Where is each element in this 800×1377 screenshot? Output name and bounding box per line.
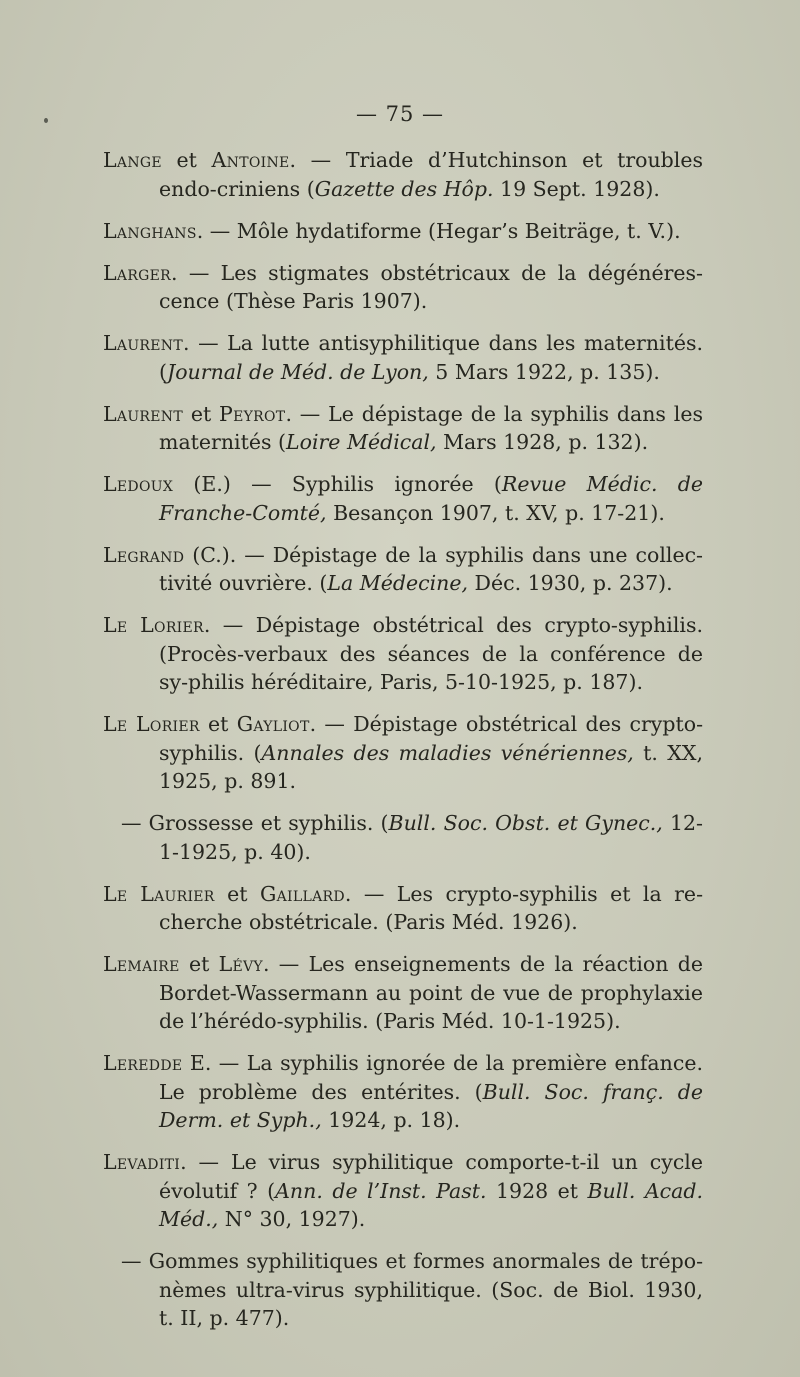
entry-separator: . — [285,401,329,426]
entry-citation: Mars 1928, p. 132). [436,430,649,454]
entry-separator: . — [180,1150,231,1174]
entry-citation: 5 Mars 1922, p. 135). [428,359,660,384]
entry-citation: N° 30, 1927). [218,1207,366,1231]
entry-journal-2: Bull. Acad. Méd., [159,1178,703,1231]
entry-conjunction: et [161,148,212,172]
entry-text: Syphilis ignorée ( [291,472,502,496]
bibliography-entry [103,611,703,697]
bibliography-entry [103,1049,703,1135]
entry-journal: Bull. Soc. Obst. et Gynec., [388,811,663,835]
entry-conjunction: et [199,712,237,736]
entry-coauthor: Peyrot [219,401,286,426]
entry-text: Dépistage obstétrical des crypto-syphilis. ( [159,712,703,765]
bibliography-entry [103,1247,703,1333]
entry-author: Legrand [103,542,185,567]
entry-journal: Loire Médical, [286,430,437,454]
entry-separator: — [121,811,149,835]
entry-text: Grossesse et syphilis. ( [148,811,389,835]
entry-journal: Revue Médic. de Franche-Comté, [159,472,703,525]
entry-citation: Déc. 1930, p. 237). [468,571,673,595]
entry-separator: . — [344,881,397,906]
entry-journal: Annales des maladies vénériennes, [261,740,634,765]
bibliography-entry [103,146,703,203]
entry-author: Levaditi [103,1150,181,1174]
bibliography-entry [103,217,703,246]
entry-separator: (C.). — [184,542,273,567]
entry-author: Laurent [103,331,183,355]
page-number: — 75 — [355,102,445,126]
entry-text: Môle hydatiforme (Hegar’s Beiträge, t. V.). [236,218,681,243]
entry-text: Les enseignements de la réaction de Bordet-Wassermann au point de vue de prophylaxie de l’hérédo-syphilis. (Paris Méd. 10-1-1925). [159,952,703,1033]
entry-separator: . — [289,148,346,172]
bibliography-entry [103,710,703,796]
entry-coauthor: Antoine [211,148,290,172]
entry-coauthor: Gayliot [236,712,310,736]
bibliography-entry [103,470,703,527]
entry-separator: . — [262,952,309,976]
entry-author: Laurent [103,401,183,426]
bibliography-entry [103,541,703,598]
entry-separator: (E.) — [173,472,292,496]
entry-text: Triade d’Hutchinson et troubles endo-criniens ( [159,148,703,201]
entry-text: Les stigmates obstétricaux de la dégénéres-cence (Thèse Paris 1907). [159,260,703,313]
entry-author: Le Lorier [103,712,200,736]
entry-citation: 19 Sept. 1928). [493,176,660,201]
entry-separator: . — [309,712,354,736]
bibliography-entry [103,259,703,316]
entry-citation: Besançon 1907, t. XV, p. 17-21). [326,500,665,525]
entry-journal: Ann. de l’Inst. Past. [275,1178,487,1203]
entry-text: La lutte antisyphilitique dans les maternités. ( [159,331,703,384]
entry-coauthor: Lévy [218,952,263,976]
entry-text: Le dépistage de la syphilis dans les maternités ( [159,401,703,454]
entry-conjunction: et [214,881,260,906]
entry-journal: Journal de Méd. de Lyon, [167,359,429,384]
entry-coauthor: Gaillard [259,881,345,906]
bibliography-entry [103,1148,703,1234]
entry-author: Leredde [103,1051,183,1075]
entry-author: Lange [103,148,162,172]
entry-text: Dépistage de la syphilis dans une collec-tivité ouvrière. ( [159,542,703,595]
entry-journal: Gazette des Hôp. [314,176,494,201]
bibliography-entry [103,809,703,866]
entry-author: Lemaire [103,952,180,976]
entry-text: Gommes syphilitiques et formes anormales de trépo-nèmes ultra-virus syphilitique. (Soc. de Biol. 1930, t. II, p. 477). [148,1249,703,1330]
entry-separator: . — [171,260,221,285]
entry-author: Larger [103,260,172,285]
entry-journal: La Médecine, [327,571,469,595]
entry-separator: . — [196,218,237,243]
entry-journal: Bull. Soc. franç. de Derm. et Syph., [159,1079,703,1132]
bibliography-entry [103,400,703,457]
entry-separator: E. — [182,1051,247,1075]
entry-author: Ledoux [103,472,174,496]
entry-author: Le Laurier [103,881,215,906]
entry-separator: . — [203,613,256,637]
entry-author: Le Lorier [103,613,204,637]
entry-citation: 12-1-1925, p. 40). [159,811,703,864]
entry-citation: t. XX, 1925, p. 891. [159,740,703,793]
entry-conjunction: et [179,952,219,976]
bibliography-entry [103,950,703,1036]
entry-separator: . — [182,331,228,355]
entry-text: La syphilis ignorée de la première enfance. Le problème des entérites. ( [159,1051,703,1104]
entry-conjunction: et [182,401,220,426]
entry-text-mid: 1928 et [486,1178,588,1203]
entry-author: Langhans [103,218,197,243]
entry-text: Les crypto-syphilis et la re-cherche obstétricale. (Paris Méd. 1926). [159,881,703,934]
entry-text: Le virus syphilitique comporte-t-il un cycle évolutif ? ( [159,1150,703,1203]
entry-text: Dépistage obstétrical des crypto-syphilis. (Procès-verbaux des séances de la conférence de sy-philis héréditaire, Paris, 5-10-1925, p. 187). [159,613,703,694]
bibliography-list [103,146,703,1346]
bibliography-entry [103,329,703,386]
bibliography-entry [103,880,703,937]
entry-citation: 1924, p. 18). [321,1108,461,1132]
entry-separator: — [121,1249,149,1273]
